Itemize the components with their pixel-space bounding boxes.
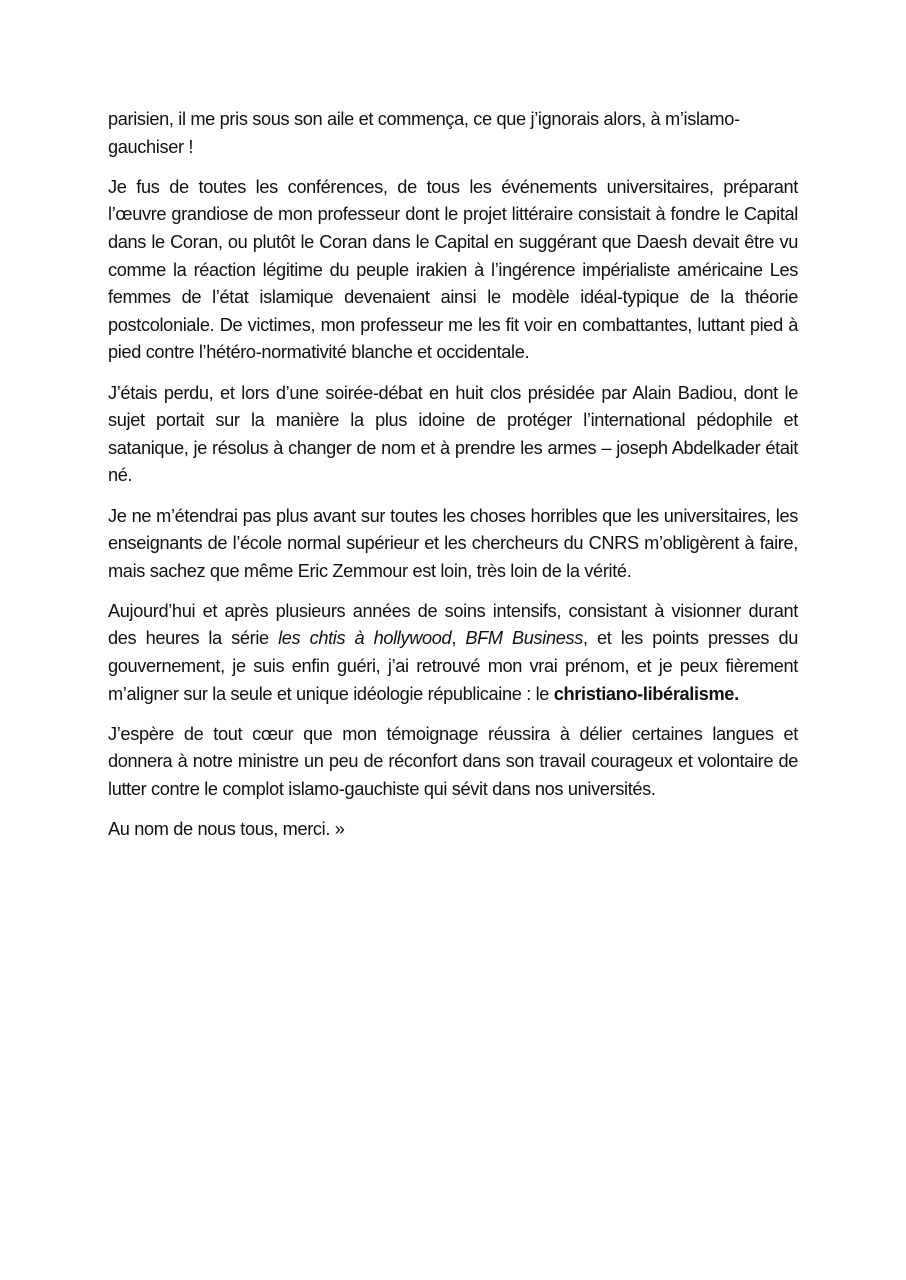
paragraph-4: Je ne m’étendrai pas plus avant sur toutes les choses horribles que les universitaires, les enseignants de l’école normal supérieur et les chercheurs du CNRS m’obligèrent à faire, mais sachez que même Eric Zemmour est loin, très loin de la vérité.: [108, 505, 798, 581]
paragraph-2: Je fus de toutes les conférences, de tous les événements universitaires, préparant l’œuvre grandiose de mon professeur dont le projet littéraire consistait à fondre le Capital dans le Coran, ou plutôt le Coran dans le Capital en suggérant que Daesh devait être vu comme la réaction légitime du peuple irakien à l’ingérence impérialiste américaine Les femmes de l’état islamique devenaient ainsi le modèle idéal-typique de la théorie postcoloniale. De victimes, mon professeur me les fit voir en combattantes, luttant pied à pied contre l’hétéro-normativité blanche et occidentale.: [108, 176, 798, 363]
paragraph-7-closing: Au nom de nous tous, merci. »: [108, 819, 345, 840]
paragraph-6: J’espère de tout cœur que mon témoignage réussira à délier certaines langues et donnera à notre ministre un peu de réconfort dans son travail courageux et volontaire de lutter contre le complot islamo-gauchiste qui sévit dans nos universités.: [108, 723, 798, 800]
paragraph-5-text-1: Aujourd’hui et après plusieurs années de soins intensifs, consistant à visionner durant des heures la série: [108, 600, 798, 649]
document-page: [108, 106, 798, 856]
paragraph-5: [108, 598, 798, 708]
series-title-italic: les chtis à hollywood: [278, 628, 452, 649]
channel-name-italic: BFM Business: [465, 628, 583, 649]
paragraph-1: parisien, il me pris sous son aile et commença, ce que j’ignorais alors, à m’islamo-gauchiser !: [108, 109, 740, 157]
ideology-bold: christiano-libéralisme.: [553, 683, 739, 704]
paragraph-5-text-2: ,: [451, 628, 466, 649]
paragraph-3: J’étais perdu, et lors d’une soirée-débat en huit clos présidée par Alain Badiou, dont le sujet portait sur la manière la plus idoine de protéger l’international pédophile et satanique, je résolus à changer de nom et à prendre les armes – joseph Abdelkader était né.: [108, 382, 798, 486]
paragraph-5-text-3: , et les points presses du gouvernement, je suis enfin guéri, j’ai retrouvé mon vrai prénom, et je peux fièrement m’aligner sur la seule et unique idéologie républicaine : le: [108, 628, 798, 704]
